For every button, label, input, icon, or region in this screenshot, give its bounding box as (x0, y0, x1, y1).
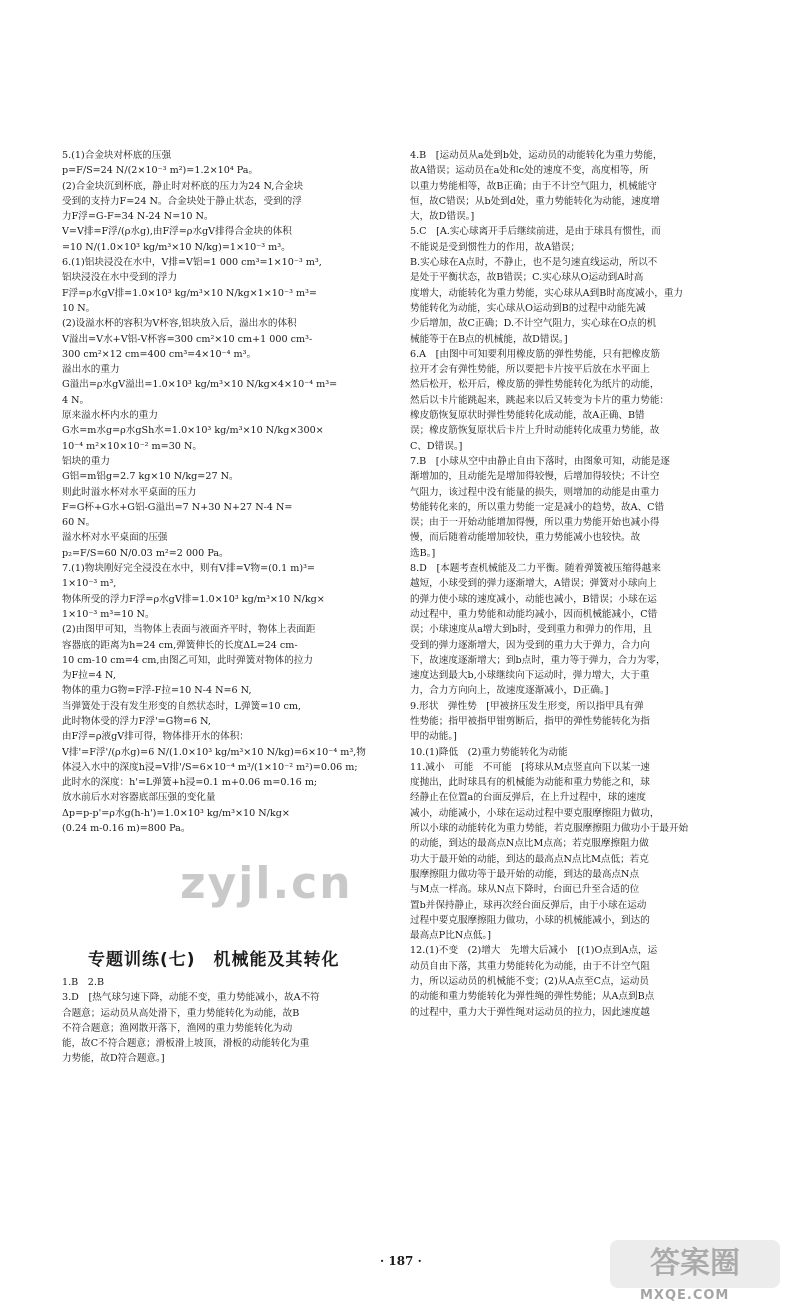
text-line: 此时水的深度：h'=L弹簧+h浸=0.1 m+0.06 m=0.16 m; (62, 777, 318, 789)
text-line: 势能转化来的，所以重力势能一定是减小的趋势，故A、C错 (410, 501, 665, 513)
text-line: 的弹力使小球的速度减小，动能也减小，B错误；小球在运 (410, 593, 657, 605)
text-line: 为F拉=4 N, (62, 670, 116, 682)
text-line: F=G杯+G水+G铝-G溢出=7 N+30 N+27 N-4 N= (62, 501, 293, 513)
text-line: Δp=p-p'=ρ水g(h-h')=1.0×10³ kg/m³×10 N/kg× (62, 807, 290, 819)
text-line: =10 N/(1.0×10³ kg/m³×10 N/kg)=1×10⁻³ m³。 (62, 241, 291, 253)
text-line: V=V排=F浮/(ρ水g),由F浮=ρ水gV排得合金块的体积 (62, 226, 292, 238)
watermark-brand: 答案圈 (610, 1240, 780, 1288)
text-line: 不符合题意；渔网散开落下，渔网的重力势能转化为动 (62, 1022, 293, 1034)
text-line: V排'=F浮'/(ρ水g)=6 N/(1.0×10³ kg/m³×10 N/kg)=6×10⁻⁴ m³,物 (62, 746, 366, 758)
text-line: 则此时溢水杯对水平桌面的压力 (62, 486, 197, 498)
text-line: 以重力势能相等，故B正确；由于不计空气阻力，机械能守 (410, 180, 657, 192)
text-line: 体浸入水中的深度h浸=V排'/S=6×10⁻⁴ m³/(1×10⁻² m²)=0.06 m; (62, 761, 358, 773)
text-line: 7.(1)物块刚好完全浸没在水中，则有V排=V物=(0.1 m)³= (62, 563, 315, 575)
text-line: 5.C [A.实心球离开手后继续前进，是由于球具有惯性，而 (410, 226, 661, 238)
text-line: 物体的重力G物=F浮-F拉=10 N-4 N=6 N, (62, 685, 252, 697)
text-line: 1×10⁻³ m³=10 N。 (62, 608, 155, 620)
text-line: 恒，故C错误；从b处到d处，重力势能转化为动能，速度增 (410, 195, 660, 207)
text-line: 此时物体受的浮力F浮'=G物=6 N, (62, 715, 211, 727)
text-line: 7.B [小球从空中由静止自由下落时，由图象可知，动能是逐 (410, 455, 670, 467)
text-line: 故A错误；运动员在a处和c处的速度不变，高度相等，所 (410, 165, 649, 177)
left-column (62, 148, 392, 938)
text-line: 功大于最开始的动能，到达的最高点N点比M点低；若克 (410, 853, 649, 865)
text-line: 原来溢水杯内水的重力 (62, 410, 158, 422)
text-line: 力，所以运动员的机械能不变；(2)从A点至C点，运动员 (410, 976, 649, 988)
text-line: p=F/S=24 N/(2×10⁻³ m²)=1.2×10⁴ Pa。 (62, 165, 259, 177)
text-line: 速度达到最大b,小球继续向下运动时，弹力增大，大于重 (410, 670, 650, 682)
section-title: 专题训练(七) 机械能及其转化 (88, 950, 340, 970)
text-line: 度增大，动能转化为重力势能，实心球从A到B时高度减小，重力 (410, 287, 684, 299)
text-line: 的动能，到达的最高点N点比M点高；若克服摩擦阻力做 (410, 838, 649, 850)
text-line: 度抛出，此时球具有的机械能为动能和重力势能之和，球 (410, 777, 650, 789)
text-line: 甲的动能。] (410, 731, 457, 743)
text-line: 合题意；运动员从高处滑下，重力势能转化为动能，故B (62, 1007, 300, 1019)
text-line: B.实心球在A点时，不静止，也不是匀速直线运动，所以不 (410, 257, 658, 269)
text-line: 渐增加的，且动能先是增加得较慢，后增加得较快；不计空 (410, 471, 660, 483)
text-line: C、D错误。] (410, 440, 463, 452)
text-line: 1.B 2.B (62, 977, 105, 988)
text-line: 溢水杯对水平桌面的压强 (62, 532, 168, 544)
text-line: 然后以卡片能跳起来，跳起来以后又转变为卡片的重力势能： (410, 394, 670, 406)
text-line: 6.A [由图中可知要利用橡皮筋的弹性势能，只有把橡皮筋 (410, 348, 661, 360)
text-line: 的动能和重力势能转化为弹性绳的弹性势能；从A点到B点 (410, 991, 655, 1003)
text-line: 物体所受的浮力F浮=ρ水gV排=1.0×10³ kg/m³×10 N/kg× (62, 593, 325, 605)
text-line: V溢出=V水+V铝-V杯容=300 cm²×10 cm+1 000 cm³- (62, 333, 313, 345)
text-line: 4.B [运动员从a处到b处，运动员的动能转化为重力势能， (410, 150, 663, 161)
text-line: G铝=m铝g=2.7 kg×10 N/kg=27 N。 (62, 471, 239, 483)
text-line: 所以小球的动能转化为重力势能，若克服摩擦阻力做功小于最开始 (410, 823, 689, 835)
text-line: 性势能；指甲被指甲钳剪断后，指甲的弹性势能转化为指 (410, 715, 650, 727)
text-line: 能，故C不符合题意；滑板滑上坡顶，滑板的动能转化为重 (62, 1038, 310, 1050)
text-line: 下，故速度逐渐增大；到b点时，重力等于弹力，合力为零， (410, 654, 666, 666)
text-line: 是处于平衡状态，故B错误；C.实心球从O运动到A时高 (410, 272, 644, 284)
text-line: (2)由图甲可知，当物体上表面与液面齐平时，物体上表面距 (62, 624, 316, 636)
text-line: 动过程中，重力势能和动能均减小，因而机械能减小，C错 (410, 608, 658, 620)
text-line: 过程中要克服摩擦阻力做功，小球的机械能减小，到达的 (410, 914, 650, 926)
text-line: 然后松开，松开后，橡皮筋的弹性势能转化为纸片的动能， (410, 379, 660, 391)
text-line: 11.减小 可能 不可能 [将球从M点竖直向下以某一速 (410, 761, 650, 773)
text-line: 8.D [本题考查机械能及二力平衡。随着弹簧被压缩得越来 (410, 563, 661, 575)
watermark-site: zyjl.cn (180, 858, 353, 909)
text-line: (0.24 m-0.16 m)=800 Pa。 (62, 823, 191, 835)
text-line: 误；橡皮筋恢复原状后卡片上升时动能转化成重力势能，故 (410, 425, 660, 437)
text-line: 60 N。 (62, 517, 96, 529)
text-line: 6.(1)铝块浸没在水中，V排=V铝=1 000 cm³=1×10⁻³ m³, (62, 257, 322, 269)
text-line: 橡皮筋恢复原状时弹性势能转化成动能，故A正确、B错 (410, 410, 645, 422)
text-line: 力，合力方向向上，故速度逐渐减小，D正确。] (410, 685, 609, 697)
answers-block (62, 975, 392, 1215)
right-column (410, 148, 750, 1238)
text-line: 越短，小球受到的弹力逐渐增大，A错误；弹簧对小球向上 (410, 578, 657, 590)
text-line: 4 N。 (62, 394, 90, 406)
text-line: 受到的弹力逐渐增大，因为受到的重力大于弹力，合力向 (410, 639, 650, 651)
text-line: 3.D [热气球匀速下降，动能不变，重力势能减小，故A不符 (62, 992, 320, 1004)
text-line: 少后增加，故C正确；D.不计空气阻力，实心球在O点的机 (410, 318, 657, 330)
text-line: 由F浮=ρ液gV排可得，物体排开水的体积： (62, 731, 249, 743)
text-line: 最高点P比N点低。] (410, 930, 491, 942)
text-line: 12.(1)不变 (2)增大 先增大后减小 [(1)O点到A点，运 (410, 945, 658, 957)
text-line: 误；由于一开始动能增加得慢，所以重力势能开始也减小得 (410, 517, 660, 529)
text-line: p₂=F/S=60 N/0.03 m²=2 000 Pa。 (62, 547, 229, 559)
page-number: · 187 · (380, 1254, 422, 1268)
text-line: (2)设溢水杯的容积为V杯容,铝块放入后，溢出水的体积 (62, 318, 297, 330)
text-line: 选B。] (410, 547, 436, 559)
text-line: 置b并保持静止，球再次经台面反弹后，由于小球在运动 (410, 899, 647, 911)
text-line: F浮=ρ水gV排=1.0×10³ kg/m³×10 N/kg×1×10⁻³ m³= (62, 287, 317, 299)
text-line: G水=m水g=ρ水gSh水=1.0×10³ kg/m³×10 N/kg×300× (62, 425, 324, 437)
text-line: 当弹簧处于没有发生形变的自然状态时，L弹簧=10 cm, (62, 700, 302, 712)
text-line: 10⁻⁴ m²×10×10⁻² m=30 N。 (62, 440, 202, 452)
text-line: 力F浮=G-F=34 N-24 N=10 N。 (62, 211, 214, 223)
text-line: 经静止在位置a的台面反弹后，在上升过程中，球的速度 (410, 792, 646, 804)
text-line: 服摩擦阻力做功等于最开始的动能，到达的最高点N点 (410, 868, 640, 880)
text-line: 10.(1)降低 (2)重力势能转化为动能 (410, 746, 568, 758)
text-line: 铝块浸没在水中受到的浮力 (62, 272, 178, 284)
text-line: 1×10⁻³ m³, (62, 578, 117, 590)
text-line: 动员自由下落，其重力势能转化为动能，由于不计空气阻 (410, 960, 650, 972)
text-line: 力势能，故D符合题意。] (62, 1053, 165, 1065)
text-line: 9.形状 弹性势 [甲被挤压发生形变，所以指甲具有弹 (410, 700, 644, 712)
text-line: 拉开才会有弹性势能，所以要把卡片按平后放在水平面上 (410, 364, 650, 376)
text-line: 减小，动能减小，小球在运动过程中要克服摩擦阻力做功， (410, 807, 660, 819)
text-line: 不能说是受到惯性力的作用，故A错误； (410, 241, 581, 253)
text-line: 的过程中，重力大于弹性绳对运动员的拉力，因此速度越 (410, 1006, 650, 1018)
text-line: 容器底的距离为h=24 cm,弹簧伸长的长度ΔL=24 cm- (62, 639, 298, 651)
text-line: 慢，而后随着动能增加较快，重力势能减小也较快。故 (410, 532, 641, 544)
text-line: 5.(1)合金块对杯底的压强 (62, 150, 172, 161)
text-line: (2)合金块沉到杯底，静止时对杯底的压力为24 N,合金块 (62, 180, 304, 192)
text-line: 受到的支持力F=24 N。合金块处于静止状态，受到的浮 (62, 195, 302, 207)
text-line: 大，故D错误。] (410, 211, 475, 223)
text-line: 势能转化为动能，实心球从O运动到B的过程中动能先减 (410, 302, 646, 314)
text-line: 铝块的重力 (62, 455, 110, 467)
text-line: 10 cm-10 cm=4 cm,由图乙可知，此时弹簧对物体的拉力 (62, 654, 313, 666)
text-line: 溢出水的重力 (62, 364, 120, 376)
text-line: 放水前后水对容器底部压强的变化量 (62, 792, 216, 804)
text-line: 械能等于在B点的机械能，故D错误。] (410, 333, 568, 345)
text-line: 气阻力，该过程中没有能量的损失，则增加的动能是由重力 (410, 486, 660, 498)
text-line: 10 N。 (62, 302, 96, 314)
text-line: 误；小球速度从a增大到b时，受到重力和弹力的作用，且 (410, 624, 653, 636)
text-line: 与M点一样高。球从N点下降时，台面已升至合适的位 (410, 884, 640, 896)
text-line: 300 cm²×12 cm=400 cm³=4×10⁻⁴ m³。 (62, 348, 257, 360)
watermark-url: MXQE.COM (640, 1288, 730, 1303)
text-line: G溢出=ρ水gV溢出=1.0×10³ kg/m³×10 N/kg×4×10⁻⁴ m³= (62, 379, 338, 391)
